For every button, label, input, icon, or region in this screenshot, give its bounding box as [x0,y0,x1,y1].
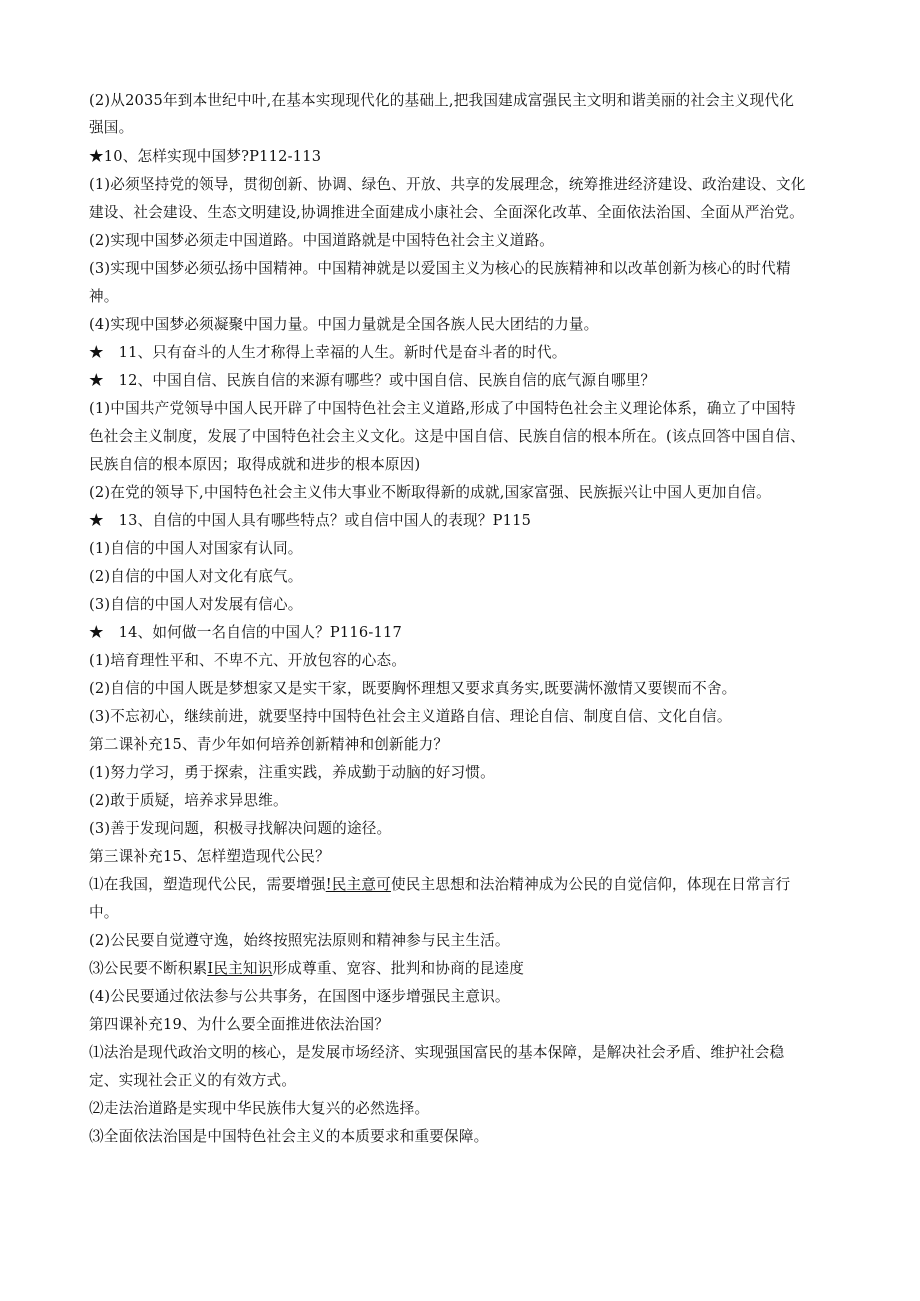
text-line: 强国。 [89,119,134,136]
text-line [89,960,524,978]
text-line: (3)实现中国梦必须弘扬中国精神。中国精神就是以爱国主义为核心的民族精神和以改革创新为核心的时代精 [89,260,791,277]
text-line: (1)自信的中国人对国家有认同。 [89,540,303,557]
question-heading: ★ 14、如何做一名自信的中国人？P116-117 [89,624,402,641]
text-line: (2)实现中国梦必须走中国道路。中国道路就是中国特色社会主义道路。 [89,232,555,249]
text-line: 民族自信的根本原因；取得成就和进步的根本原因) [89,456,421,473]
text-line: (3)善于发现问题，积极寻找解决问题的途径。 [89,820,392,837]
underlined-term: !民主意可 [325,876,391,893]
question-heading: ★ 13、自信的中国人具有哪些特点？或自信中国人的表现？P115 [89,512,532,529]
text-line: 中。 [89,904,119,921]
text-line: ⑶全面依法治国是中国特色社会主义的本质要求和重要保障。 [89,1128,489,1145]
text-line: (2)公民要自觉遵守逸，始终按照宪法原则和精神参与民主生活。 [89,932,510,949]
text-line: 色社会主义制度，发展了中国特色社会主义文化。这是中国自信、民族自信的根本所在。(该点回答中国自信、 [89,428,805,445]
text-line: (3)不忘初心，继续前进，就要坚持中国特色社会主义道路自信、理论自信、制度自信、文化自信。 [89,708,732,725]
text-line: 定、实现社会正义的有效方式。 [89,1072,297,1089]
text-segment: ⑶公民要不断积累 [89,960,208,977]
question-heading: 第二课补充15、青少年如何培养创新精神和创新能力？ [89,736,449,753]
text-line: ⑴法治是现代政治文明的核心，是发展市场经济、实现强国富民的基本保障，是解决社会矛盾、维护社会稳 [89,1044,785,1061]
text-line: (1)必须坚持党的领导，贯彻创新、协调、绿色、开放、共享的发展理念，统筹推进经济建设、政治建设、文化 [89,176,806,193]
text-line: (3)自信的中国人对发展有信心。 [89,596,303,613]
text-line: (1)中国共产党领导中国人民开辟了中国特色社会主义道路,形成了中国特色社会主义理论体系，确立了中国特 [89,400,796,417]
question-heading: 第三课补充15、怎样塑造现代公民？ [89,848,330,865]
text-line: (4)公民要通过依法参与公共事务，在国图中逐步增强民主意识。 [89,988,510,1005]
question-heading: ★ 11、只有奋斗的人生才称得上幸福的人生。新时代是奋斗者的时代。 [89,344,567,361]
text-line: (2)在党的领导下,中国特色社会主义伟大事业不断取得新的成就,国家富强、民族振兴让中国人更加自信。 [89,484,771,501]
text-line: (1)培育理性平和、不卑不亢、开放包容的心态。 [89,652,407,669]
text-segment: 形成尊重、宽容、批判和协商的昆逵度 [272,960,524,977]
text-line: (2)从2035年到本世纪中叶,在基本实现现代化的基础上,把我国建成富强民主文明和谐美丽的社会主义现代化 [89,92,795,109]
underlined-term: I民主知识 [207,960,273,977]
text-line: 神。 [89,288,119,305]
text-segment: ⑴在我国，塑造现代公民，需要增强 [89,876,326,893]
question-heading: 第四课补充19、为什么要全面推进依法治国？ [89,1016,390,1033]
text-line: ⑵走法治道路是实现中华民族伟大复兴的必然选择。 [89,1100,430,1117]
text-line: (2)自信的中国人对文化有底气。 [89,568,303,585]
question-heading: ★ 12、中国自信、民族自信的来源有哪些？或中国自信、民族自信的底气源自哪里？ [89,372,656,389]
text-line: 建设、社会建设、生态文明建设,协调推进全面建成小康社会、全面深化改革、全面依法治国、全面从严治党。 [89,204,804,221]
text-line [89,876,790,894]
text-segment: 使民主思想和法治精神成为公民的自觉信仰，体现在日常言行 [390,876,791,893]
text-line: (2)自信的中国人既是梦想家又是实干家，既要胸怀理想又要求真务实,既要满怀激情又要锲而不舍。 [89,680,737,697]
text-line: (2)敢于质疑，培养求异思维。 [89,792,288,809]
question-heading: ★10、怎样实现中国梦?P112-113 [89,148,322,165]
text-line: (1)努力学习，勇于探索，注重实践，养成勤于动脑的好习惯。 [89,764,495,781]
text-line: (4)实现中国梦必须凝聚中国力量。中国力量就是全国各族人民大团结的力量。 [89,316,599,333]
